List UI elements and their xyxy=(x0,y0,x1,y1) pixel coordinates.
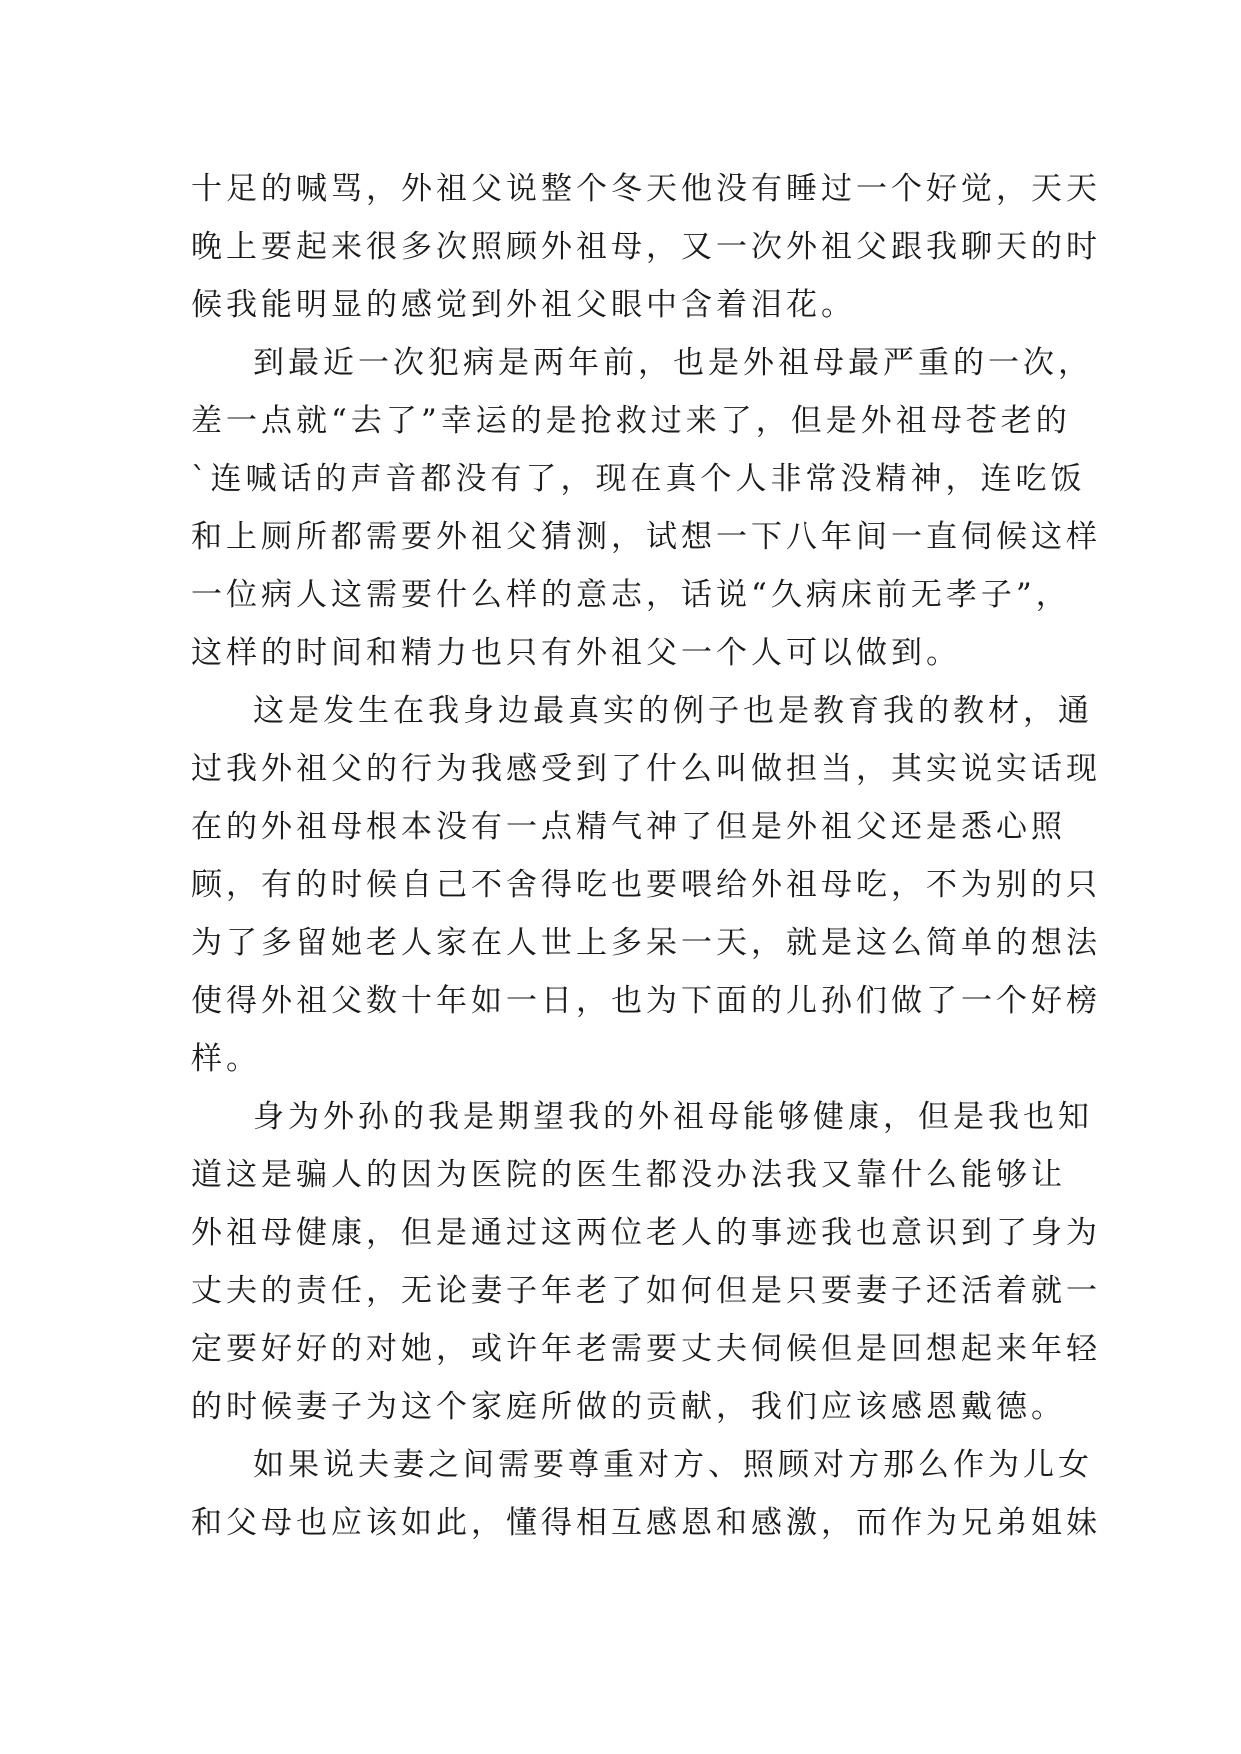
text-line: 为了多留她老人家在人世上多呆一天，就是这么简单的想法 xyxy=(191,925,1101,961)
text-line: 这是发生在我身边最真实的例子也是教育我的教材，通 xyxy=(253,693,1093,729)
text-line: 身为外孙的我是期望我的外祖母能够健康，但是我也知 xyxy=(253,1099,1093,1135)
text-line: 和上厕所都需要外祖父猜测，试想一下八年间一直伺候这样 xyxy=(191,519,1101,555)
text-line: 的时候妻子为这个家庭所做的贡献，我们应该感恩戴德。 xyxy=(191,1389,1066,1425)
text-line: 差一点就“去了”幸运的是抢救过来了，但是外祖母苍老的 xyxy=(191,403,1071,439)
text-line: 这样的时间和精力也只有外祖父一个人可以做到。 xyxy=(191,635,961,671)
text-line: 如果说夫妻之间需要尊重对方、照顾对方那么作为儿女 xyxy=(253,1447,1093,1483)
text-line: 外祖母健康，但是通过这两位老人的事迹我也意识到了身为 xyxy=(191,1215,1101,1251)
text-line: 十足的喊骂，外祖父说整个冬天他没有睡过一个好觉，天天 xyxy=(191,171,1101,207)
text-line: 在的外祖母根本没有一点精气神了但是外祖父还是悉心照 xyxy=(191,809,1066,845)
text-line: 丈夫的责任，无论妻子年老了如何但是只要妻子还活着就一 xyxy=(191,1273,1101,1309)
text-line: 样。 xyxy=(191,1041,261,1077)
document-body xyxy=(191,160,1101,1552)
text-line: 道这是骗人的因为医院的医生都没办法我又靠什么能够让 xyxy=(191,1157,1066,1193)
text-line: 晚上要起来很多次照顾外祖母，又一次外祖父跟我聊天的时 xyxy=(191,229,1101,265)
text-line: 过我外祖父的行为我感受到了什么叫做担当，其实说实话现 xyxy=(191,751,1101,787)
text-line: 定要好好的对她，或许年老需要丈夫伺候但是回想起来年轻 xyxy=(191,1331,1101,1367)
text-line: 到最近一次犯病是两年前，也是外祖母最严重的一次， xyxy=(253,345,1093,381)
text-line: 和父母也应该如此，懂得相互感恩和感激，而作为兄弟姐妹 xyxy=(191,1505,1101,1541)
text-line: 使得外祖父数十年如一日，也为下面的儿孙们做了一个好榜 xyxy=(191,983,1101,1019)
text-line: `连喊话的声音都没有了，现在真个人非常没精神，连吃饭 xyxy=(191,461,1086,497)
text-line: 一位病人这需要什么样的意志，话说“久病床前无孝子”， xyxy=(191,577,1071,613)
text-line: 候我能明显的感觉到外祖父眼中含着泪花。 xyxy=(191,287,856,323)
text-line: 顾，有的时候自己不舍得吃也要喂给外祖母吃，不为别的只 xyxy=(191,867,1101,903)
